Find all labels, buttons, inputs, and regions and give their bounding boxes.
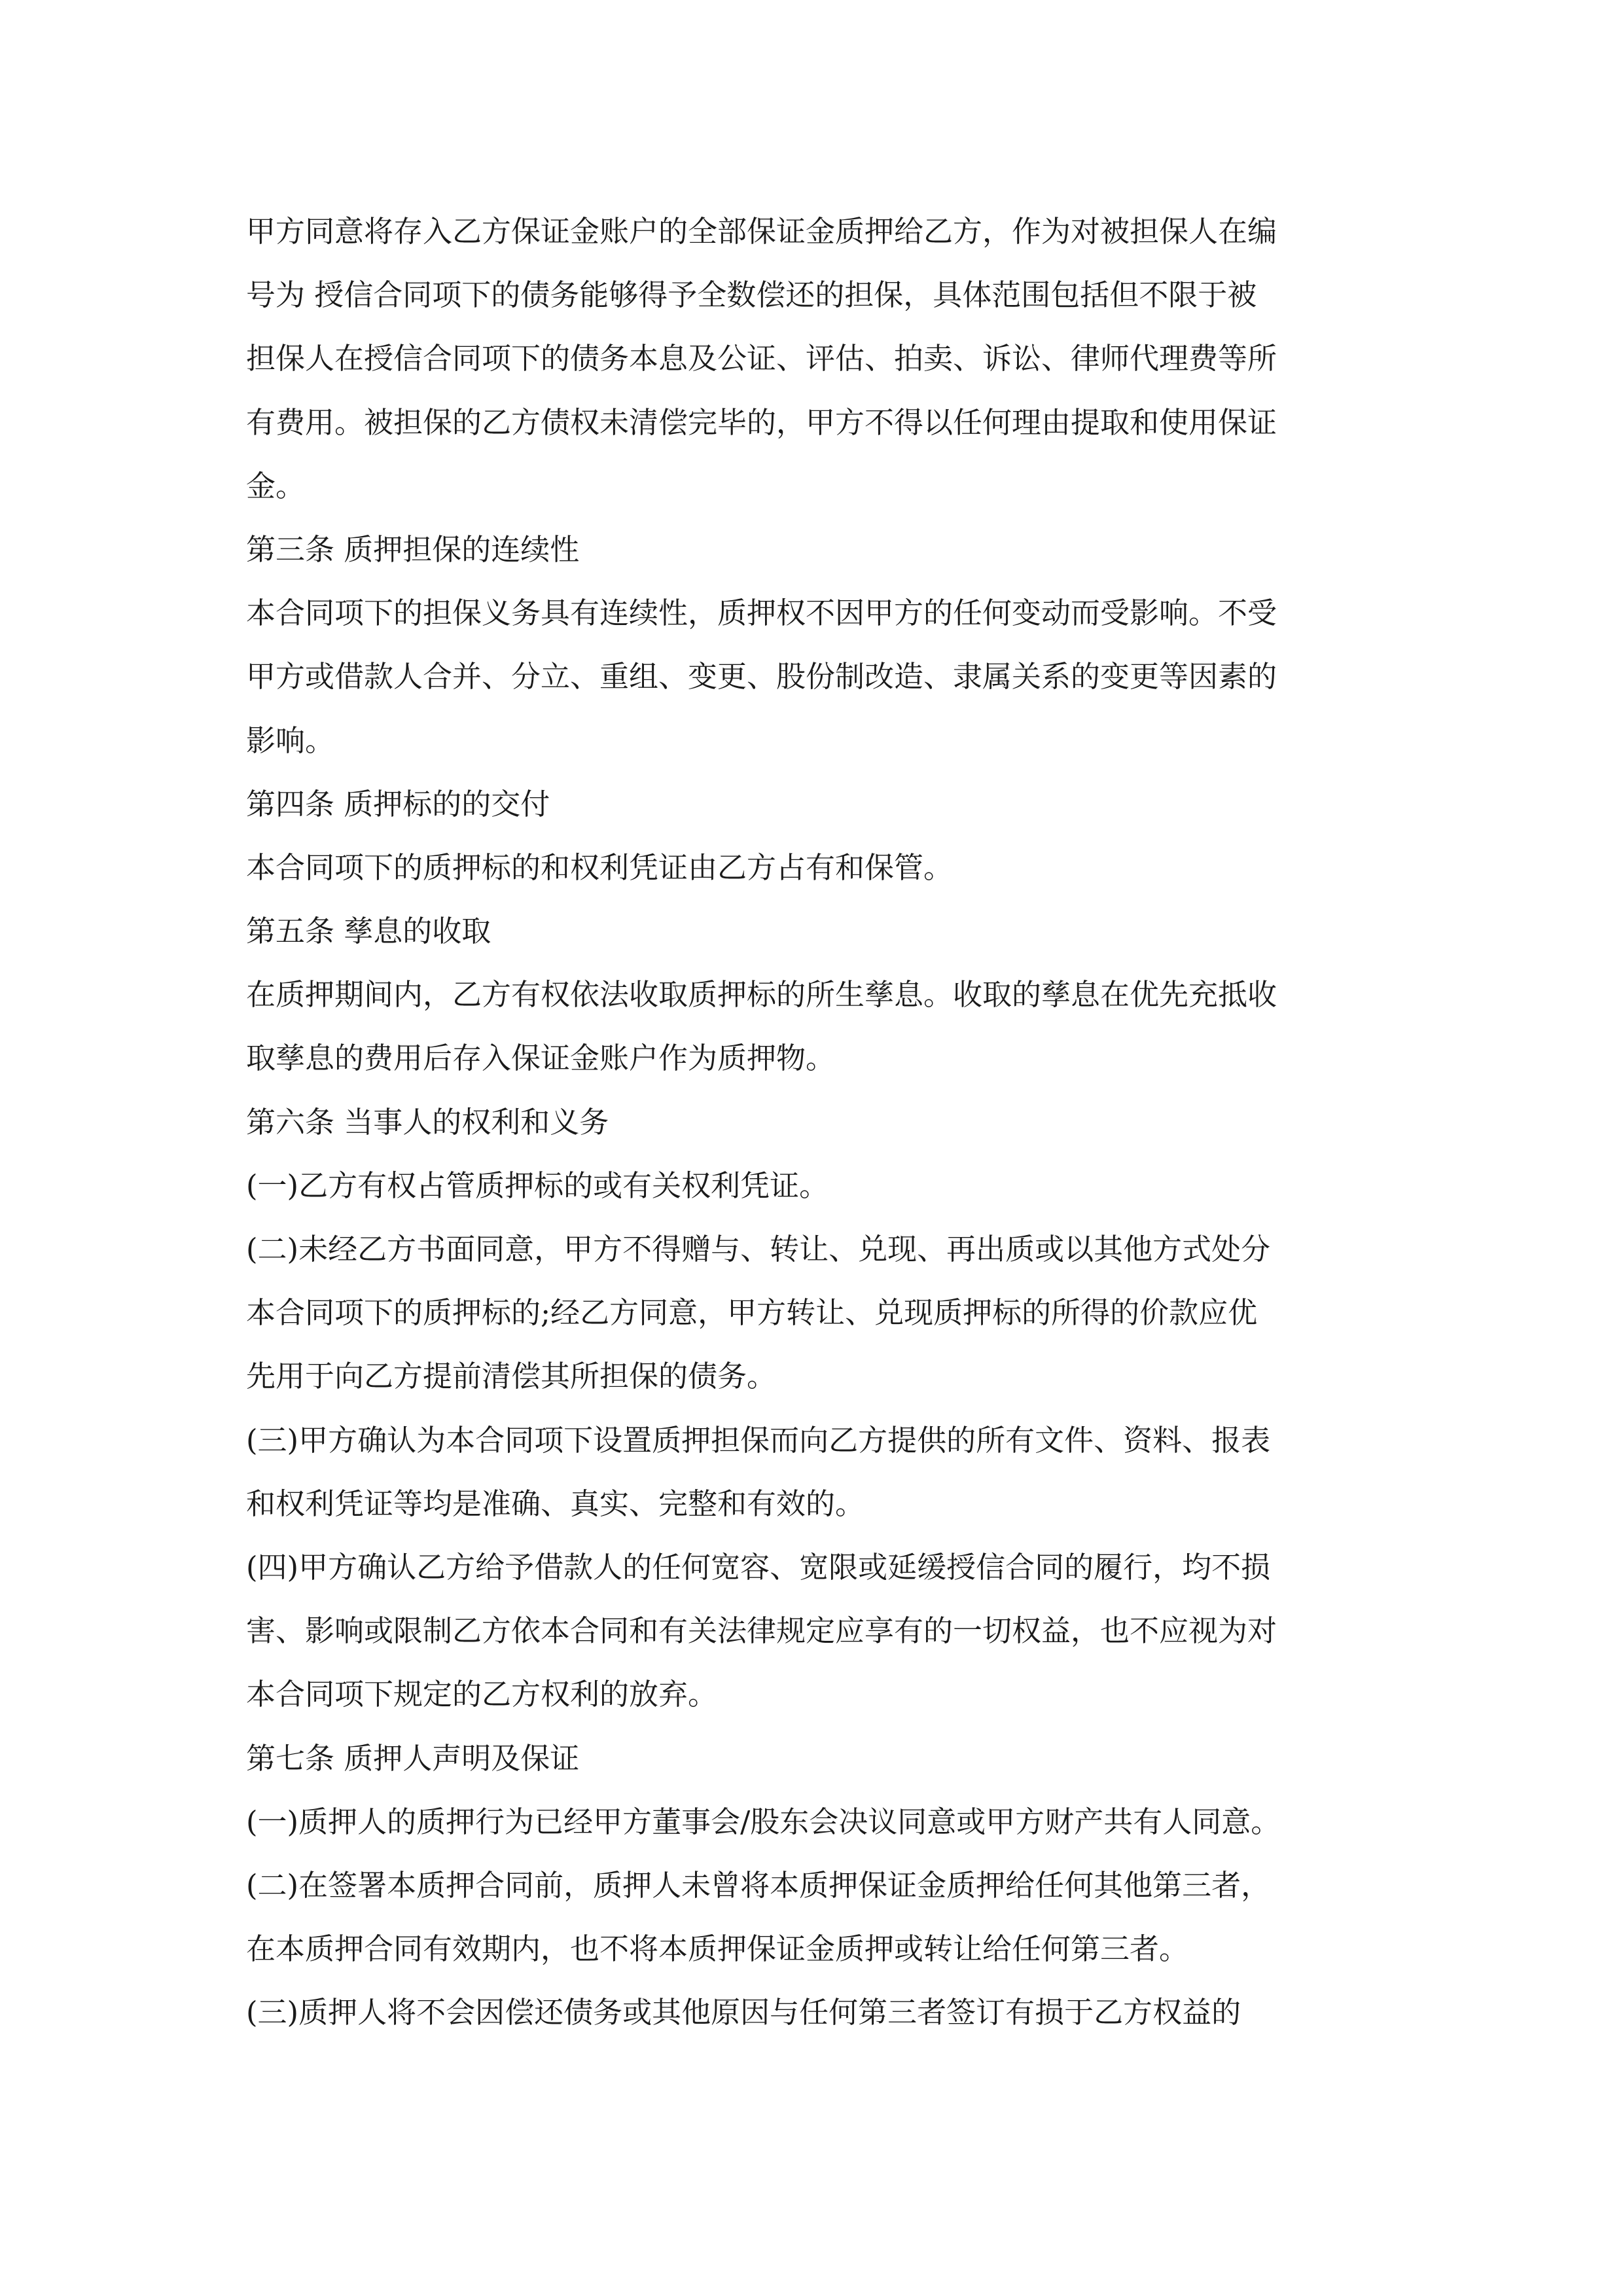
text-line: 影响。 [246,723,335,758]
text-line: (二)在签署本质押合同前，质押人未曾将本质押保证金质押给任何其他第三者， [246,1867,1271,1903]
text-line: (二)未经乙方书面同意，甲方不得赠与、转让、兑现、再出质或以其他方式处分 [246,1232,1271,1266]
article-heading: 第三条 质押担保的连续性 [246,531,580,567]
text-line: 先用于向乙方提前清偿其所担保的债务。 [246,1359,777,1394]
text-line: (四)甲方确认乙方给予借款人的任何宽容、宽限或延缓授信合同的履行，均不损 [246,1549,1271,1585]
article-heading: 第七条 质押人声明及保证 [246,1740,580,1776]
text-line: (一)质押人的质押行为已经甲方董事会/股东会决议同意或甲方财产共有人同意。 [246,1804,1281,1839]
text-line: 本合同项下的质押标的和权利凭证由乙方占有和保管。 [246,850,954,885]
text-line: (三)甲方确认为本合同项下设置质押担保而向乙方提供的所有文件、资料、报表 [246,1422,1271,1458]
text-line: 在本质押合同有效期内，也不将本质押保证金质押或转让给任何第三者。 [246,1931,1189,1967]
text-line: 害、影响或限制乙方依本合同和有关法律规定应享有的一切权益，也不应视为对 [246,1613,1277,1649]
text-line: 取孳息的费用后存入保证金账户作为质押物。 [246,1041,836,1076]
article-heading: 第六条 当事人的权利和义务 [246,1104,609,1139]
text-line: (一)乙方有权占管质押标的或有关权利凭证。 [246,1168,829,1203]
text-line: 本合同项下的担保义务具有连续性，质押权不因甲方的任何变动而受影响。不受 [246,596,1277,631]
text-line: 本合同项下规定的乙方权利的放弃。 [246,1677,718,1712]
text-line: 本合同项下的质押标的;经乙方同意，甲方转让、兑现质押标的所得的价款应优 [246,1295,1258,1331]
text-line: 甲方或借款人合并、分立、重组、变更、股份制改造、隶属关系的变更等因素的 [246,659,1277,694]
article-heading: 第五条 孳息的收取 [246,914,491,949]
article-heading: 第四条 质押标的的交付 [246,786,550,821]
text-line: 有费用。被担保的乙方债权未清偿完毕的，甲方不得以任何理由提取和使用保证 [246,404,1277,440]
text-line: 和权利凭证等均是准确、真实、完整和有效的。 [246,1486,865,1521]
text-line: 甲方同意将存入乙方保证金账户的全部保证金质押给乙方，作为对被担保人在编 [246,214,1277,249]
text-line: 号为 授信合同项下的债务能够得予全数偿还的担保，具体范围包括但不限于被 [246,278,1257,313]
text-line: (三)质押人将不会因偿还债务或其他原因与任何第三者签订有损于乙方权益的 [246,1995,1241,2030]
text-line: 金。 [246,468,306,503]
text-line: 在质押期间内，乙方有权依法收取质押标的所生孳息。收取的孳息在优先充抵收 [246,977,1277,1013]
contract-body-text [246,200,1385,2044]
text-line: 担保人在授信合同项下的债务本息及公证、评估、拍卖、诉讼、律师代理费等所 [246,341,1277,376]
